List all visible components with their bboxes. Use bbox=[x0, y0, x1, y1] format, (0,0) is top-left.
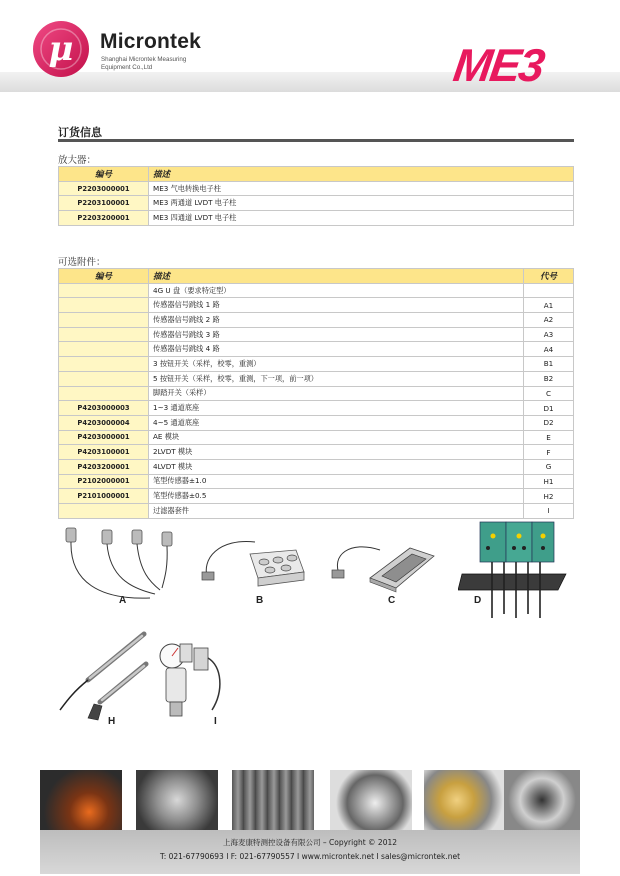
table-row bbox=[59, 371, 574, 386]
microntek-logo-icon bbox=[30, 18, 92, 80]
table-row bbox=[59, 386, 574, 401]
item-symbol: D1 bbox=[524, 401, 574, 416]
table-row bbox=[59, 504, 574, 519]
item-code: P2102000001 bbox=[59, 474, 149, 489]
accessories-label: 可选附件： bbox=[58, 257, 106, 268]
brand-subtitle-line1: Shanghai Microntek Measuring bbox=[101, 56, 187, 63]
item-code bbox=[59, 504, 149, 519]
item-symbol bbox=[524, 283, 574, 298]
section-title: 订货信息 bbox=[58, 126, 102, 139]
item-code bbox=[59, 386, 149, 401]
brake-disc-photo bbox=[330, 770, 412, 830]
item-description: 传感器信号跳线 3 路 bbox=[149, 327, 524, 342]
column-header-sym: 代号 bbox=[524, 269, 574, 284]
item-code: P4203000004 bbox=[59, 415, 149, 430]
figure-label-b: B bbox=[256, 595, 264, 606]
table-row bbox=[59, 313, 574, 328]
brand-subtitle bbox=[101, 56, 186, 72]
page-header bbox=[0, 0, 620, 100]
item-symbol: C bbox=[524, 386, 574, 401]
pencil-probe-illustration bbox=[58, 628, 153, 724]
item-code: P4203000001 bbox=[59, 430, 149, 445]
table-row bbox=[59, 430, 574, 445]
figure-label-h: H bbox=[108, 716, 116, 727]
item-description: 3 按钮开关（采样，校零，重测） bbox=[149, 357, 524, 372]
item-description: ME3 两通道 LVDT 电子柱 bbox=[149, 196, 574, 211]
table-row bbox=[59, 298, 574, 313]
table-row bbox=[59, 342, 574, 357]
table-header-row bbox=[59, 269, 574, 284]
machining-photo bbox=[40, 770, 122, 830]
brand-subtitle-line2: Equipment Co.,Ltd bbox=[101, 64, 153, 71]
item-symbol: H2 bbox=[524, 489, 574, 504]
item-symbol: D2 bbox=[524, 415, 574, 430]
item-code bbox=[59, 371, 149, 386]
engine-photo bbox=[232, 770, 314, 830]
item-symbol: B2 bbox=[524, 371, 574, 386]
figure-label-c: C bbox=[388, 595, 396, 606]
item-code bbox=[59, 313, 149, 328]
table-row bbox=[59, 211, 574, 226]
column-header-desc: 描述 bbox=[149, 269, 524, 284]
item-description: 5 按钮开关（采样，校零，重测，下一项，前一项） bbox=[149, 371, 524, 386]
wheel-hub-photo bbox=[504, 770, 580, 830]
item-description: 脚踏开关（采样） bbox=[149, 386, 524, 401]
item-symbol: A4 bbox=[524, 342, 574, 357]
section-divider bbox=[58, 139, 574, 142]
item-code bbox=[59, 298, 149, 313]
item-description: 传感器信号跳线 1 路 bbox=[149, 298, 524, 313]
item-symbol: B1 bbox=[524, 357, 574, 372]
item-code: P2203100001 bbox=[59, 196, 149, 211]
item-symbol: F bbox=[524, 445, 574, 460]
item-description: 4~5 通道底座 bbox=[149, 415, 524, 430]
filter-kit-illustration bbox=[150, 636, 230, 726]
table-row bbox=[59, 445, 574, 460]
item-description: ME3 气电转换电子柱 bbox=[149, 181, 574, 196]
item-description: AE 模块 bbox=[149, 430, 524, 445]
table-row bbox=[59, 415, 574, 430]
item-description: 笔型传感器±0.5 bbox=[149, 489, 524, 504]
product-title: ME3 bbox=[450, 39, 547, 91]
item-description: 过滤器套件 bbox=[149, 504, 524, 519]
item-description: 4LVDT 模块 bbox=[149, 459, 524, 474]
accessories-table bbox=[58, 268, 574, 519]
footer-copyright: 上海麦康特测控设备有限公司 – Copyright © 2012 bbox=[222, 838, 398, 847]
item-symbol: E bbox=[524, 430, 574, 445]
figure-label-a: A bbox=[119, 595, 127, 606]
item-description: ME3 四通道 LVDT 电子柱 bbox=[149, 211, 574, 226]
item-code: P4203000003 bbox=[59, 401, 149, 416]
table-header-row bbox=[59, 167, 574, 182]
button-box-illustration bbox=[200, 528, 310, 598]
table-row bbox=[59, 327, 574, 342]
photo-strip bbox=[40, 770, 580, 830]
item-description: 1~3 通道底座 bbox=[149, 401, 524, 416]
item-symbol: I bbox=[524, 504, 574, 519]
footer-contact: T: 021-67790693 I F: 021-67790557 I www.microntek.net I sales@microntek.net bbox=[159, 852, 461, 861]
table-row bbox=[59, 181, 574, 196]
svg-text:μ: μ bbox=[48, 29, 74, 69]
item-symbol: H1 bbox=[524, 474, 574, 489]
item-code bbox=[59, 342, 149, 357]
brand-name: Microntek bbox=[100, 30, 201, 53]
item-code: P2203200001 bbox=[59, 211, 149, 226]
column-header-code: 编号 bbox=[59, 167, 149, 182]
foot-switch-illustration bbox=[330, 530, 440, 596]
amplifiers-label: 放大器： bbox=[58, 155, 97, 166]
figure-label-d: D bbox=[474, 595, 482, 606]
item-description: 传感器信号跳线 4 路 bbox=[149, 342, 524, 357]
item-code: P2101000001 bbox=[59, 489, 149, 504]
bearing-photo bbox=[424, 770, 506, 830]
item-symbol: A2 bbox=[524, 313, 574, 328]
item-description: 笔型传感器±1.0 bbox=[149, 474, 524, 489]
table-row bbox=[59, 401, 574, 416]
item-symbol: A3 bbox=[524, 327, 574, 342]
table-row bbox=[59, 489, 574, 504]
signal-cables-illustration bbox=[60, 522, 190, 604]
item-code: P4203200001 bbox=[59, 459, 149, 474]
column-header-desc: 描述 bbox=[149, 167, 574, 182]
item-description: 传感器信号跳线 2 路 bbox=[149, 313, 524, 328]
figure-label-i: I bbox=[214, 716, 217, 727]
item-symbol: A1 bbox=[524, 298, 574, 313]
item-code bbox=[59, 327, 149, 342]
item-description: 4G U 盘（要求特定型） bbox=[149, 283, 524, 298]
item-symbol: G bbox=[524, 459, 574, 474]
amplifiers-table bbox=[58, 166, 574, 226]
table-row bbox=[59, 474, 574, 489]
module-base-illustration bbox=[458, 518, 573, 626]
table-row bbox=[59, 196, 574, 211]
item-code bbox=[59, 357, 149, 372]
gearbox-photo bbox=[136, 770, 218, 830]
table-row bbox=[59, 357, 574, 372]
table-row bbox=[59, 459, 574, 474]
table-row bbox=[59, 283, 574, 298]
item-description: 2LVDT 模块 bbox=[149, 445, 524, 460]
item-code bbox=[59, 283, 149, 298]
column-header-code: 编号 bbox=[59, 269, 149, 284]
item-code: P2203000001 bbox=[59, 181, 149, 196]
item-code: P4203100001 bbox=[59, 445, 149, 460]
